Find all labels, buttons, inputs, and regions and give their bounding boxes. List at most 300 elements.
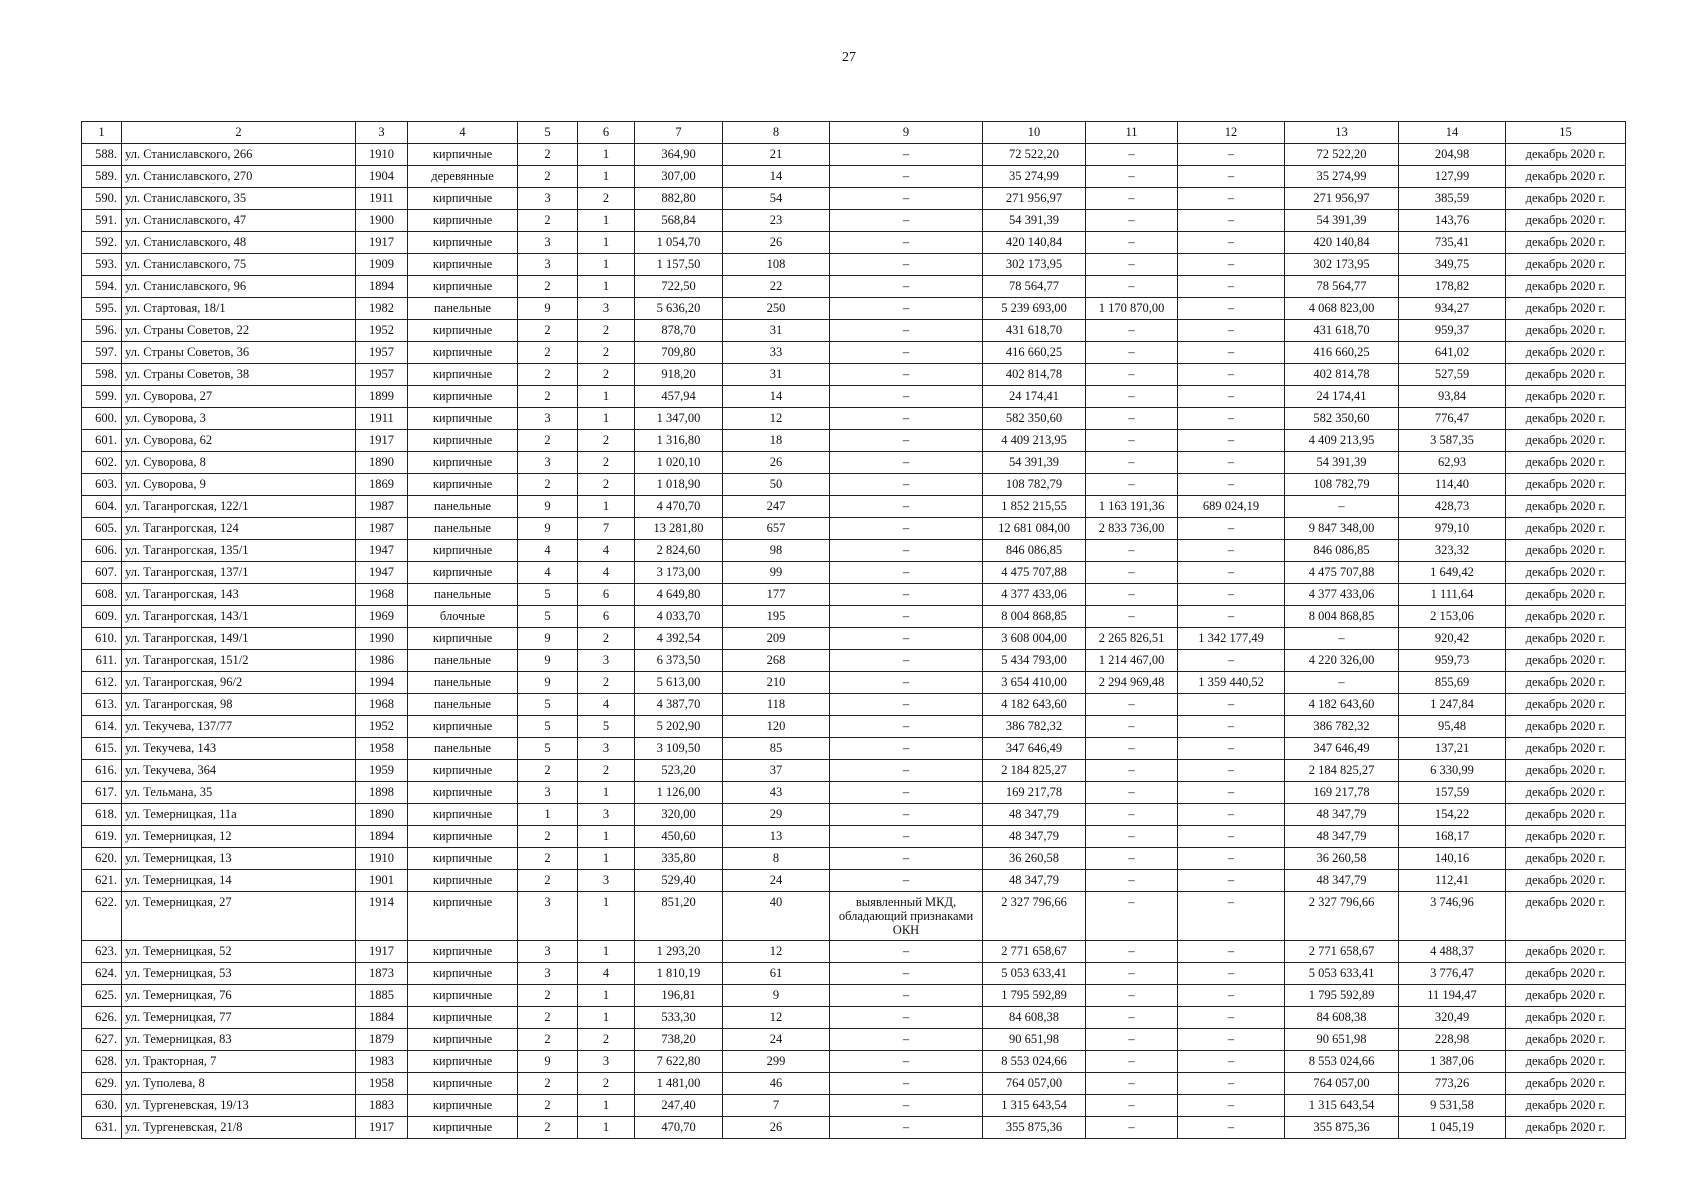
cell-col-15: декабрь 2020 г. [1506,650,1626,672]
cell-col-5: 2 [518,144,578,166]
cell-col-7: 5 202,90 [635,716,723,738]
column-header-14: 14 [1399,122,1506,144]
cell-col-2: ул. Туполева, 8 [122,1073,356,1095]
cell-col-10: 2 184 825,27 [983,760,1086,782]
cell-col-7: 450,60 [635,826,723,848]
cell-col-13: 431 618,70 [1285,320,1399,342]
cell-col-13: 582 350,60 [1285,408,1399,430]
cell-col-3: 1900 [356,210,408,232]
cell-col-6: 4 [578,562,635,584]
cell-col-1: 614. [82,716,122,738]
table-row [82,941,1626,963]
cell-col-3: 1957 [356,342,408,364]
cell-col-12: – [1178,606,1285,628]
cell-col-8: 13 [723,826,830,848]
cell-col-5: 2 [518,166,578,188]
cell-col-10: 1 795 592,89 [983,985,1086,1007]
cell-col-11: – [1086,166,1178,188]
cell-col-10: 271 956,97 [983,188,1086,210]
cell-col-9: – [830,298,983,320]
cell-col-7: 1 481,00 [635,1073,723,1095]
cell-col-15: декабрь 2020 г. [1506,738,1626,760]
cell-col-8: 209 [723,628,830,650]
cell-col-15: декабрь 2020 г. [1506,452,1626,474]
cell-col-10: 355 875,36 [983,1117,1086,1139]
cell-col-15: декабрь 2020 г. [1506,606,1626,628]
cell-col-12: – [1178,870,1285,892]
cell-col-1: 615. [82,738,122,760]
cell-col-15: декабрь 2020 г. [1506,298,1626,320]
table-row [82,276,1626,298]
cell-col-7: 7 622,80 [635,1051,723,1073]
cell-col-8: 247 [723,496,830,518]
cell-col-10: 420 140,84 [983,232,1086,254]
cell-col-15: декабрь 2020 г. [1506,1117,1626,1139]
cell-col-10: 4 377 433,06 [983,584,1086,606]
cell-col-14: 168,17 [1399,826,1506,848]
cell-col-9: – [830,496,983,518]
cell-col-1: 608. [82,584,122,606]
cell-col-3: 1983 [356,1051,408,1073]
cell-col-9: – [830,985,983,1007]
cell-col-7: 335,80 [635,848,723,870]
cell-col-7: 533,30 [635,1007,723,1029]
cell-col-7: 1 316,80 [635,430,723,452]
cell-col-2: ул. Текучева, 364 [122,760,356,782]
cell-col-8: 37 [723,760,830,782]
cell-col-4: кирпичные [408,1117,518,1139]
cell-col-5: 2 [518,364,578,386]
cell-col-2: ул. Темерницкая, 83 [122,1029,356,1051]
cell-col-6: 5 [578,716,635,738]
cell-col-5: 9 [518,1051,578,1073]
cell-col-4: кирпичные [408,782,518,804]
cell-col-15: декабрь 2020 г. [1506,1051,1626,1073]
cell-col-15: декабрь 2020 г. [1506,848,1626,870]
cell-col-14: 204,98 [1399,144,1506,166]
cell-col-3: 1898 [356,782,408,804]
cell-col-6: 7 [578,518,635,540]
cell-col-4: панельные [408,694,518,716]
cell-col-13: 90 651,98 [1285,1029,1399,1051]
cell-col-13: 169 217,78 [1285,782,1399,804]
cell-col-6: 1 [578,408,635,430]
cell-col-6: 1 [578,210,635,232]
column-header-1: 1 [82,122,122,144]
cell-col-11: – [1086,474,1178,496]
cell-col-13: 2 771 658,67 [1285,941,1399,963]
cell-col-8: 268 [723,650,830,672]
cell-col-11: – [1086,760,1178,782]
cell-col-12: – [1178,386,1285,408]
cell-col-2: ул. Станиславского, 35 [122,188,356,210]
cell-col-13: 402 814,78 [1285,364,1399,386]
cell-col-14: 385,59 [1399,188,1506,210]
cell-col-14: 1 649,42 [1399,562,1506,584]
cell-col-7: 1 347,00 [635,408,723,430]
cell-col-6: 6 [578,606,635,628]
cell-col-7: 1 293,20 [635,941,723,963]
cell-col-13: 84 608,38 [1285,1007,1399,1029]
cell-col-1: 588. [82,144,122,166]
cell-col-14: 154,22 [1399,804,1506,826]
cell-col-8: 26 [723,452,830,474]
cell-col-5: 9 [518,650,578,672]
table-row [82,1095,1626,1117]
table-row [82,518,1626,540]
cell-col-11: – [1086,584,1178,606]
cell-col-5: 3 [518,408,578,430]
cell-col-4: кирпичные [408,430,518,452]
cell-col-2: ул. Темерницкая, 27 [122,892,356,941]
cell-col-7: 4 033,70 [635,606,723,628]
table-row [82,342,1626,364]
cell-col-14: 3 587,35 [1399,430,1506,452]
cell-col-13: 764 057,00 [1285,1073,1399,1095]
cell-col-2: ул. Станиславского, 48 [122,232,356,254]
cell-col-3: 1884 [356,1007,408,1029]
cell-col-2: ул. Темерницкая, 53 [122,963,356,985]
cell-col-8: 250 [723,298,830,320]
table-row [82,870,1626,892]
column-header-11: 11 [1086,122,1178,144]
cell-col-13: 386 782,32 [1285,716,1399,738]
cell-col-3: 1883 [356,1095,408,1117]
cell-col-3: 1894 [356,276,408,298]
cell-col-2: ул. Таганрогская, 122/1 [122,496,356,518]
cell-col-4: кирпичные [408,386,518,408]
cell-col-9: – [830,1073,983,1095]
table-row [82,320,1626,342]
cell-col-15: декабрь 2020 г. [1506,628,1626,650]
cell-col-1: 598. [82,364,122,386]
cell-col-8: 33 [723,342,830,364]
cell-col-14: 1 045,19 [1399,1117,1506,1139]
table-row [82,474,1626,496]
cell-col-10: 12 681 084,00 [983,518,1086,540]
cell-col-5: 3 [518,963,578,985]
cell-col-7: 2 824,60 [635,540,723,562]
cell-col-4: кирпичные [408,342,518,364]
cell-col-12: – [1178,408,1285,430]
cell-col-11: – [1086,254,1178,276]
cell-col-15: декабрь 2020 г. [1506,408,1626,430]
cell-col-9: – [830,144,983,166]
cell-col-11: – [1086,941,1178,963]
cell-col-5: 2 [518,386,578,408]
cell-col-2: ул. Суворова, 62 [122,430,356,452]
cell-col-4: кирпичные [408,963,518,985]
cell-col-14: 773,26 [1399,1073,1506,1095]
cell-col-7: 529,40 [635,870,723,892]
cell-col-1: 623. [82,941,122,963]
housing-table [81,121,1626,1139]
cell-col-15: декабрь 2020 г. [1506,985,1626,1007]
cell-col-12: – [1178,584,1285,606]
cell-col-6: 4 [578,694,635,716]
cell-col-1: 607. [82,562,122,584]
cell-col-5: 2 [518,1007,578,1029]
cell-col-8: 12 [723,408,830,430]
cell-col-13: – [1285,496,1399,518]
cell-col-15: декабрь 2020 г. [1506,188,1626,210]
cell-col-11: – [1086,452,1178,474]
cell-col-5: 2 [518,1073,578,1095]
table-row [82,430,1626,452]
cell-col-1: 610. [82,628,122,650]
cell-col-9: – [830,782,983,804]
cell-col-11: 2 294 969,48 [1086,672,1178,694]
cell-col-3: 1987 [356,496,408,518]
column-header-6: 6 [578,122,635,144]
cell-col-9: – [830,430,983,452]
cell-col-1: 628. [82,1051,122,1073]
column-header-12: 12 [1178,122,1285,144]
cell-col-1: 591. [82,210,122,232]
cell-col-14: 1 111,64 [1399,584,1506,606]
cell-col-15: декабрь 2020 г. [1506,232,1626,254]
cell-col-13: 8 004 868,85 [1285,606,1399,628]
cell-col-13: – [1285,628,1399,650]
table-row [82,963,1626,985]
cell-col-12: – [1178,540,1285,562]
cell-col-8: 98 [723,540,830,562]
cell-col-10: 54 391,39 [983,452,1086,474]
table-row [82,1073,1626,1095]
cell-col-9: – [830,826,983,848]
cell-col-9: – [830,1051,983,1073]
cell-col-11: 1 170 870,00 [1086,298,1178,320]
cell-col-2: ул. Станиславского, 266 [122,144,356,166]
cell-col-6: 1 [578,848,635,870]
cell-col-14: 228,98 [1399,1029,1506,1051]
cell-col-11: – [1086,606,1178,628]
cell-col-5: 2 [518,474,578,496]
cell-col-11: – [1086,342,1178,364]
cell-col-4: кирпичные [408,628,518,650]
cell-col-13: 5 053 633,41 [1285,963,1399,985]
cell-col-4: кирпичные [408,941,518,963]
cell-col-10: 4 409 213,95 [983,430,1086,452]
cell-col-1: 611. [82,650,122,672]
cell-col-12: – [1178,826,1285,848]
cell-col-11: – [1086,963,1178,985]
cell-col-2: ул. Тракторная, 7 [122,1051,356,1073]
cell-col-1: 629. [82,1073,122,1095]
cell-col-15: декабрь 2020 г. [1506,562,1626,584]
cell-col-11: – [1086,985,1178,1007]
cell-col-14: 934,27 [1399,298,1506,320]
cell-col-14: 1 387,06 [1399,1051,1506,1073]
cell-col-2: ул. Темерницкая, 12 [122,826,356,848]
table-row [82,606,1626,628]
cell-col-3: 1947 [356,540,408,562]
cell-col-15: декабрь 2020 г. [1506,1029,1626,1051]
cell-col-5: 3 [518,941,578,963]
cell-col-5: 9 [518,518,578,540]
cell-col-2: ул. Текучева, 143 [122,738,356,760]
cell-col-10: 48 347,79 [983,826,1086,848]
cell-col-2: ул. Таганрогская, 137/1 [122,562,356,584]
cell-col-12: – [1178,804,1285,826]
cell-col-4: кирпичные [408,188,518,210]
table-row [82,496,1626,518]
cell-col-7: 457,94 [635,386,723,408]
cell-col-11: 1 214 467,00 [1086,650,1178,672]
cell-col-10: 416 660,25 [983,342,1086,364]
cell-col-10: 78 564,77 [983,276,1086,298]
cell-col-5: 2 [518,848,578,870]
cell-col-2: ул. Таганрогская, 151/2 [122,650,356,672]
cell-col-3: 1968 [356,584,408,606]
cell-col-11: – [1086,892,1178,941]
cell-col-10: 846 086,85 [983,540,1086,562]
cell-col-14: 127,99 [1399,166,1506,188]
cell-col-7: 3 173,00 [635,562,723,584]
cell-col-15: декабрь 2020 г. [1506,760,1626,782]
cell-col-1: 619. [82,826,122,848]
cell-col-9: – [830,870,983,892]
cell-col-8: 14 [723,166,830,188]
cell-col-14: 137,21 [1399,738,1506,760]
cell-col-7: 5 613,00 [635,672,723,694]
cell-col-8: 21 [723,144,830,166]
cell-col-11: – [1086,1073,1178,1095]
table-row [82,694,1626,716]
cell-col-14: 349,75 [1399,254,1506,276]
cell-col-3: 1917 [356,1117,408,1139]
cell-col-11: – [1086,210,1178,232]
cell-col-10: 8 553 024,66 [983,1051,1086,1073]
cell-col-13: 1 315 643,54 [1285,1095,1399,1117]
cell-col-9: – [830,1007,983,1029]
cell-col-8: 24 [723,870,830,892]
table-row [82,760,1626,782]
cell-col-15: декабрь 2020 г. [1506,716,1626,738]
cell-col-10: 2 327 796,66 [983,892,1086,941]
cell-col-10: 72 522,20 [983,144,1086,166]
column-header-9: 9 [830,122,983,144]
cell-col-5: 5 [518,584,578,606]
cell-col-12: – [1178,562,1285,584]
table-row [82,985,1626,1007]
cell-col-1: 627. [82,1029,122,1051]
cell-col-8: 12 [723,941,830,963]
cell-col-1: 606. [82,540,122,562]
table-row [82,210,1626,232]
table-row [82,298,1626,320]
cell-col-5: 9 [518,298,578,320]
cell-col-14: 114,40 [1399,474,1506,496]
cell-col-3: 1873 [356,963,408,985]
cell-col-9: – [830,364,983,386]
cell-col-11: – [1086,188,1178,210]
cell-col-12: – [1178,1095,1285,1117]
cell-col-3: 1969 [356,606,408,628]
cell-col-12: – [1178,254,1285,276]
cell-col-3: 1890 [356,452,408,474]
table-row [82,364,1626,386]
cell-col-14: 776,47 [1399,408,1506,430]
cell-col-10: 2 771 658,67 [983,941,1086,963]
cell-col-15: декабрь 2020 г. [1506,496,1626,518]
cell-col-2: ул. Суворова, 9 [122,474,356,496]
cell-col-15: декабрь 2020 г. [1506,210,1626,232]
table-row [82,848,1626,870]
cell-col-2: ул. Суворова, 27 [122,386,356,408]
header-row [82,122,1626,144]
cell-col-8: 195 [723,606,830,628]
cell-col-2: ул. Страны Советов, 36 [122,342,356,364]
cell-col-8: 31 [723,320,830,342]
cell-col-4: блочные [408,606,518,628]
cell-col-8: 177 [723,584,830,606]
cell-col-12: – [1178,430,1285,452]
cell-col-12: – [1178,364,1285,386]
cell-col-14: 979,10 [1399,518,1506,540]
cell-col-6: 2 [578,452,635,474]
cell-col-2: ул. Тургеневская, 21/8 [122,1117,356,1139]
cell-col-4: панельные [408,496,518,518]
cell-col-14: 2 153,06 [1399,606,1506,628]
cell-col-5: 2 [518,210,578,232]
cell-col-14: 112,41 [1399,870,1506,892]
cell-col-15: декабрь 2020 г. [1506,1073,1626,1095]
cell-col-11: 2 833 736,00 [1086,518,1178,540]
cell-col-6: 1 [578,1095,635,1117]
cell-col-11: 2 265 826,51 [1086,628,1178,650]
cell-col-5: 2 [518,760,578,782]
cell-col-10: 48 347,79 [983,870,1086,892]
cell-col-8: 120 [723,716,830,738]
cell-col-14: 178,82 [1399,276,1506,298]
cell-col-9: – [830,628,983,650]
cell-col-14: 959,73 [1399,650,1506,672]
cell-col-12: – [1178,276,1285,298]
cell-col-13: 4 068 823,00 [1285,298,1399,320]
cell-col-10: 4 475 707,88 [983,562,1086,584]
cell-col-10: 402 814,78 [983,364,1086,386]
cell-col-4: кирпичные [408,804,518,826]
cell-col-9: – [830,210,983,232]
cell-col-6: 3 [578,870,635,892]
cell-col-4: кирпичные [408,1095,518,1117]
cell-col-12: – [1178,452,1285,474]
cell-col-9: – [830,254,983,276]
cell-col-8: 99 [723,562,830,584]
cell-col-7: 878,70 [635,320,723,342]
cell-col-9: – [830,584,983,606]
column-header-5: 5 [518,122,578,144]
cell-col-14: 735,41 [1399,232,1506,254]
cell-col-13: 4 220 326,00 [1285,650,1399,672]
cell-col-7: 1 018,90 [635,474,723,496]
cell-col-4: кирпичные [408,1029,518,1051]
cell-col-5: 3 [518,254,578,276]
cell-col-11: – [1086,386,1178,408]
cell-col-15: декабрь 2020 г. [1506,782,1626,804]
cell-col-4: кирпичные [408,474,518,496]
cell-col-9: – [830,941,983,963]
table-row [82,738,1626,760]
cell-col-15: декабрь 2020 г. [1506,941,1626,963]
table-row [82,232,1626,254]
cell-col-12: – [1178,232,1285,254]
cell-col-3: 1987 [356,518,408,540]
cell-col-9: – [830,188,983,210]
cell-col-9: – [830,1029,983,1051]
cell-col-7: 851,20 [635,892,723,941]
